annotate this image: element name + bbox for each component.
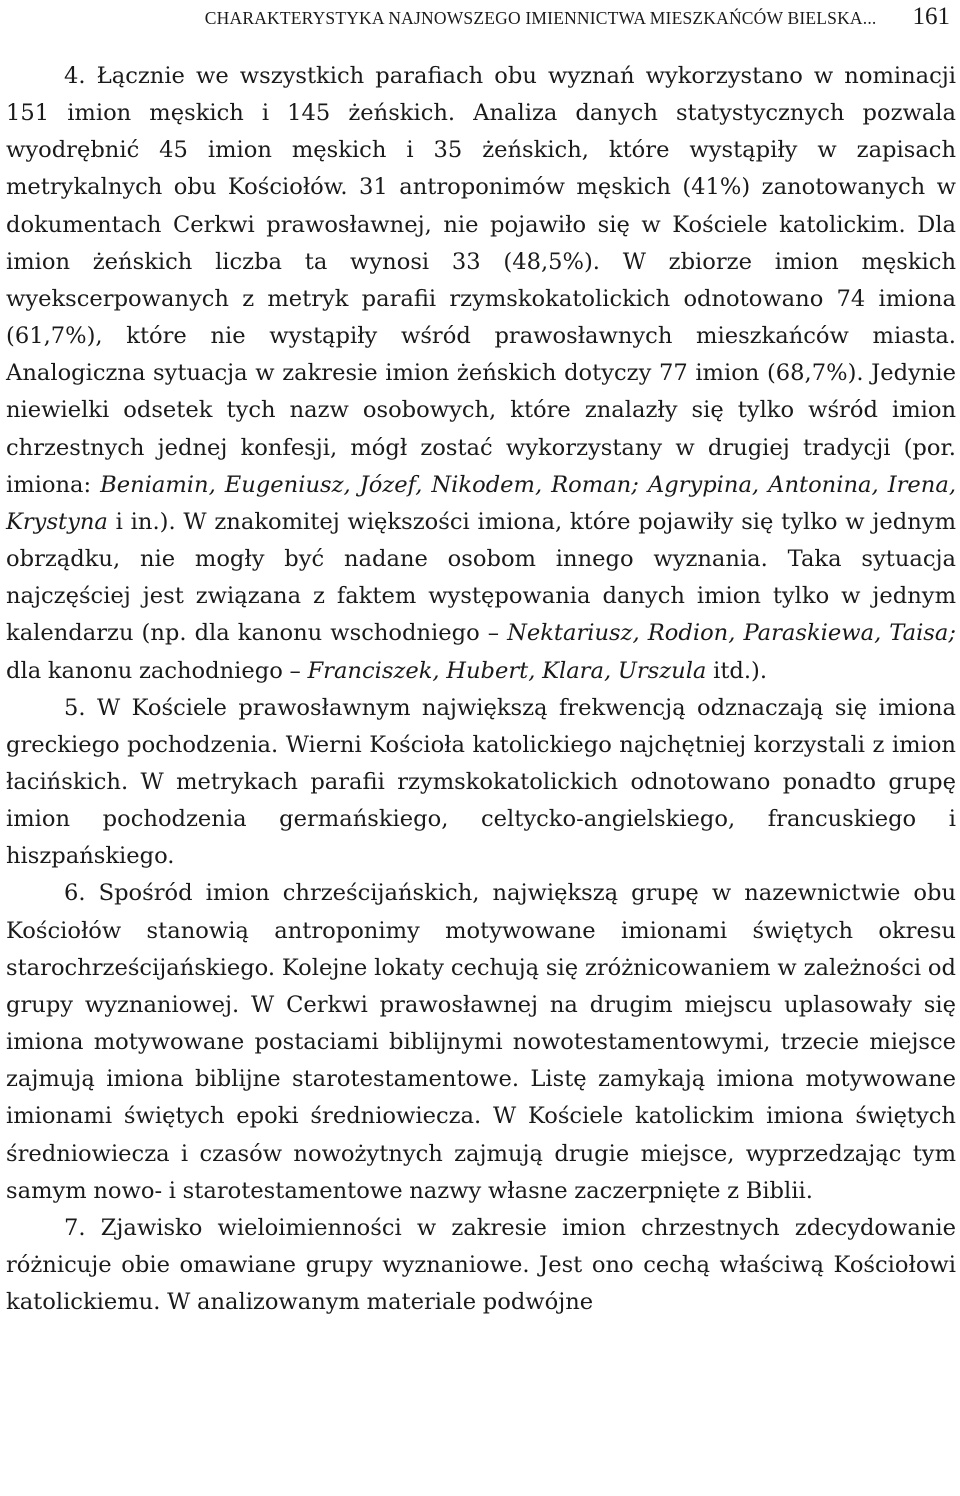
text-run: i in.). W znakomitej większości imiona, które pojawiły się tylko w jednym obrządku, nie mogły być nadane osobom innego wyznania. Taka sytuacja najczęściej jest związana z faktem występowania danych imion tylko w jednym kalendarzu (np. dla kanonu wschodniego – [6,508,956,647]
running-header [6,0,956,46]
italic-name-list: Nektariusz, Rodion, Paraskiewa, Taisa; [507,620,956,647]
text-run: dla kanonu zachodniego – [6,657,308,684]
paragraph-6 [6,875,956,1209]
text-run: itd.). [706,657,768,684]
italic-name-list: Franciszek, Hubert, Klara, Urszula [307,657,707,684]
text-run: 4. Łącznie we wszystkich parafiach obu wyznań wykorzystano w nominacji 151 imion męskich i 145 żeńskich. Analiza danych statystycznych pozwala wyodrębnić 45 imion męskich i 35 żeńskich, które wystąpiły w zapisach metrykalnych obu Kościołów. 31 antroponimów męskich (41%) zanotowanych w dokumentach Cerkwi prawosławnej, nie pojawiło się w Kościele katolickim. Dla imion żeńskich liczba ta wynosi 33 (48,5%). W zbiorze imion męskich wyekscerpowanych z metryk parafii rzymskokatolickich odnotowano 74 imiona (61,7%), które nie wystąpiły wśród prawosławnych mieszkańców miasta. Analogiczna sytuacja w zakresie imion żeńskich dotyczy 77 imion (68,7%). Jedynie niewielki odsetek tych nazw osobowych, które znalazły się tylko wśród imion chrzestnych jednej konfesji, mógł zostać wykorzystany w drugiej tradycji (por. imiona: [6,63,956,498]
text-run: 5. W Kościele prawosławnym największą frekwencją odznaczają się imiona greckiego pochodzenia. Wierni Kościoła katolickiego najchętniej korzystali z imion łacińskich. W metrykach parafii rzymskokatolickich odnotowano ponadto grupę imion pochodzenia germańskiego, celtycko-angielskiego, francuskiego i hiszpańskiego. [6,694,956,870]
page-number: 161 [912,3,950,30]
paragraph-4 [6,58,956,690]
paragraph-7 [6,1210,956,1321]
italic-name-list: Beniamin, Eugeniusz, Józef, Nikodem, Roman; Agrypina, Antonina, Irena, Krystyna [6,471,956,535]
paragraph-5 [6,690,956,876]
text-run: 6. Spośród imion chrześcijańskich, największą grupę w nazewnictwie obu Kościołów stanowią antroponimy motywowane imionami świętych okresu starochrześcijańskiego. Kolejne lokaty cechują się zróżnicowaniem w zależności od grupy wyznaniowej. W Cerkwi prawosławnej na drugim miejscu uplasowały się imiona motywowane postaciami biblijnymi nowotestamentowymi, trzecie miejsce zajmują imiona biblijne starotestamentowe. Listę zamykają imiona motywowane imionami świętych epoki średniowiecza. W Kościele katolickim imiona świętych średniowiecza i czasów nowożytnych zajmują drugie miejsce, wyprzedzając tym samym nowo- i starotestamentowe nazwy własne zaczerpnięte z Biblii. [6,880,956,1204]
text-run: 7. Zjawisko wieloimienności w zakresie imion chrzestnych zdecydowanie różnicuje obie omawiane grupy wyznaniowe. Jest ono cechą właściwą Kościołowi katolickiemu. W analizowanym materiale podwójne [6,1214,956,1316]
body-text [6,58,956,1321]
running-title: CHARAKTERYSTYKA NAJNOWSZEGO IMIENNICTWA MIESZKAŃCÓW BIELSKA... [204,8,877,28]
